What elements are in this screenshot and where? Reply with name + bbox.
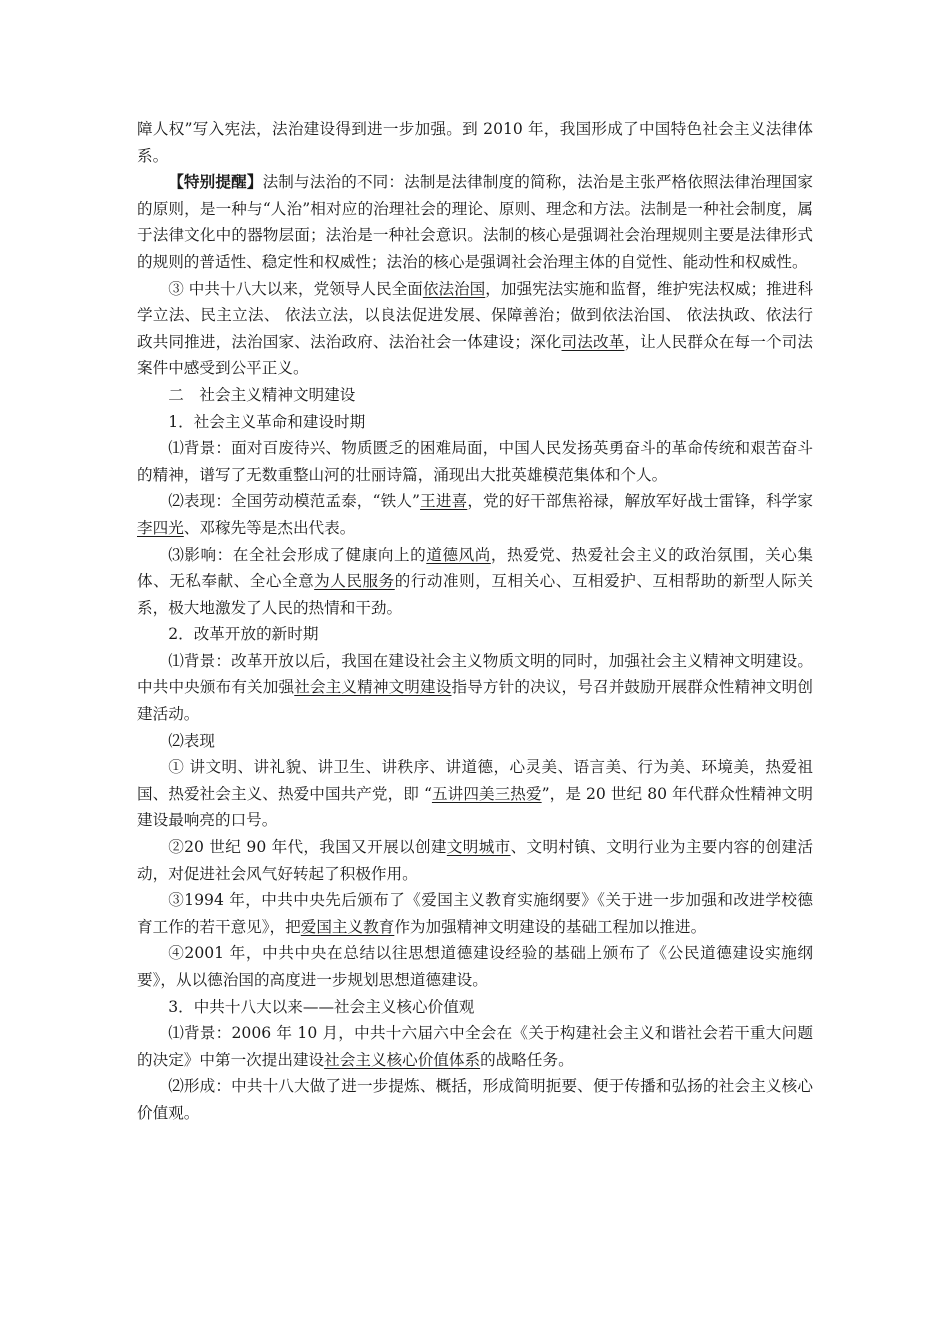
paragraph [137, 542, 813, 622]
paragraph [137, 1020, 813, 1073]
text-run: ，党的好干部焦裕禄，解放军好战士雷锋，科学家 [467, 492, 813, 511]
text-run: ⑴背景：2006 年 10 月，中共十六届六中全会在《关于构建社会主义和谐社会若干重大问题的决定》中第一次提出建设 [137, 1024, 813, 1069]
paragraph [137, 1073, 813, 1126]
paragraph [137, 382, 813, 409]
text-run: ⑴背景：改革开放以后，我国在建设社会主义物质文明的同时，加强社会主义精神文明建设。中共中央颁布有关加强 [137, 651, 813, 697]
text-run: ⑵形成：中共十八大做了进一步提炼、概括，形成简明扼要、便于传播和弘扬的社会主义核心价值观。 [137, 1077, 813, 1122]
text-run: ⑶影响：在全社会形成了健康向上的 [168, 545, 427, 564]
paragraph [137, 276, 813, 382]
paragraph [137, 940, 813, 993]
underlined-term: 爱国主义教育 [300, 917, 395, 936]
text-run: ③ 中共十八大以来，党领导人民全面 [168, 279, 423, 298]
text-run: 、邓稼先等是杰出代表。 [183, 518, 356, 537]
paragraph [137, 169, 813, 275]
paragraph [137, 435, 813, 488]
underlined-term: 社会主义核心价值体系 [324, 1050, 481, 1069]
text-run: 的行动准则，互相关心、互相爱护、互相帮助的新型人际关系，极大地激发了人民的热情和干劲。 [137, 572, 813, 617]
paragraph [137, 728, 813, 755]
paragraph [137, 621, 813, 648]
underlined-term: 王进喜 [420, 492, 468, 511]
underlined-term: 为人民服务 [314, 572, 395, 591]
underlined-term: 文明城市 [446, 838, 511, 857]
text-run: 指导方针的决议，号召并鼓励开展群众性精神文明创建活动。 [137, 678, 813, 724]
paragraph [137, 754, 813, 834]
underlined-term: 司法改革 [561, 332, 625, 351]
text-run: 1．社会主义革命和建设时期 [168, 412, 366, 431]
text-run: 、文明村镇、文明行业为主要内容的创建活动，对促进社会风气好转起了积极作用。 [137, 838, 813, 883]
text-run: 的战略任务。 [480, 1050, 574, 1069]
text-run: 二 社会主义精神文明建设 [168, 385, 356, 404]
underlined-term: 道德风尚 [426, 545, 491, 564]
text-run: ”，是 20 世纪 80 年代群众性精神文明建设最响亮的口号。 [137, 784, 813, 830]
document-body [137, 116, 813, 1127]
paragraph [137, 116, 813, 169]
note-label: 【特别提醒】 [168, 172, 263, 192]
text-run: 2．改革开放的新时期 [168, 625, 319, 644]
text-run: ④2001 年，中共中央在总结以往思想道德建设经验的基础上颁布了《公民道德建设实施纲要》，从以德治国的高度进一步规划思想道德建设。 [137, 944, 813, 989]
underlined-term: 依法治国 [422, 279, 486, 298]
paragraph [137, 409, 813, 436]
text-run: ① 讲文明、讲礼貌、讲卫生、讲秩序、讲道德，心灵美、语言美、行为美、环境美，热爱祖国、热爱社会主义、热爱中国共产党，即 “ [137, 758, 813, 803]
text-run: 法制与法治的不同：法制是法律制度的简称，法治是主张严格依照法律治理国家的原则，是一种与“人治”相对应的治理社会的理论、原则、理念和方法。法制是一种社会制度，属于法律文化中的器物层面；法治是一种社会意识。法制的核心是强调社会治理规则主要是法律形式的规则的普适性、稳定性和权威性；法治的核心是强调社会治理主体的自觉性、能动性和权威性。 [137, 173, 813, 271]
text-run: 障人权”写入宪法，法治建设得到进一步加强。到 2010 年，我国形成了中国特色社会主义法律体系。 [137, 120, 813, 165]
text-run: ②20 世纪 90 年代，我国又开展以创建 [168, 838, 447, 857]
paragraph [137, 648, 813, 728]
text-run: ⑴背景：面对百废待兴、物质匮乏的困难局面，中国人民发扬英勇奋斗的革命传统和艰苦奋斗的精神，谱写了无数重整山河的壮丽诗篇，涌现出大批英雄模范集体和个人。 [137, 439, 813, 484]
text-run: ③1994 年，中共中央先后颁布了《爱国主义教育实施纲要》《关于进一步加强和改进学校德育工作的若干意见》，把 [137, 891, 813, 936]
text-run: ⑵表现：全国劳动模范孟泰，“铁人” [168, 492, 421, 511]
text-run: ，热爱党、热爱社会主义的政治氛围，关心集体、无私奉献、全心全意 [137, 545, 813, 591]
underlined-term: 社会主义精神文明建设 [294, 678, 452, 697]
text-run: 3．中共十八大以来——社会主义核心价值观 [168, 997, 475, 1016]
paragraph [137, 994, 813, 1021]
paragraph [137, 488, 813, 541]
text-run: ，加强宪法实施和监督，维护宪法权威；推进科学立法、民主立法、 依法立法，以良法促进发展、保障善治；做到依法治国、 依法执政、依法行政共同推进，法治国家、法治政府、法治社会一体建设；深化 [137, 279, 813, 351]
paragraph [137, 887, 813, 940]
text-run: ⑵表现 [168, 731, 215, 750]
paragraph [137, 834, 813, 887]
text-run: ，让人民群众在每一个司法案件中感受到公平正义。 [137, 332, 813, 378]
underlined-term: 李四光 [137, 518, 184, 537]
underlined-term: 五讲四美三热爱 [431, 784, 542, 803]
text-run: 作为加强精神文明建设的基础工程加以推进。 [394, 917, 707, 936]
